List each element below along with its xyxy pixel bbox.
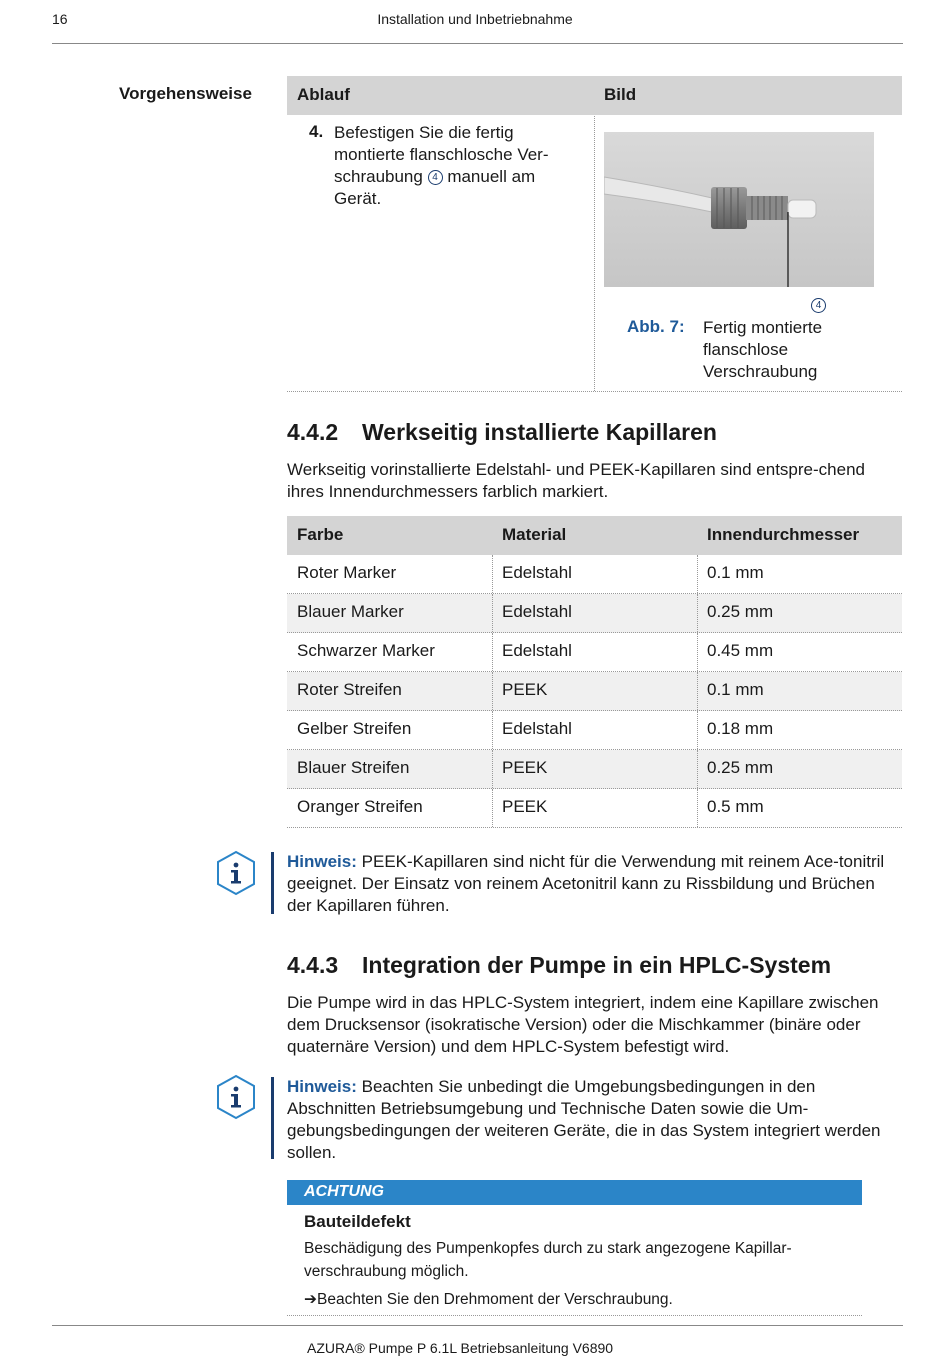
section-442-intro: Werkseitig vorinstallierte Edelstahl- und PEEK-Kapillaren sind entspre-chend ihres Innendurchmessers farblich markiert. — [287, 460, 865, 501]
figure-caption: Fertig montierte flanschlose Verschraubung — [703, 318, 823, 381]
column-header-innendurchmesser: Innendurchmesser — [707, 525, 860, 544]
column-divider — [492, 750, 493, 788]
cell-innendurchmesser: 0.5 mm — [707, 797, 764, 816]
note-2-label: Hinweis: — [287, 1077, 357, 1096]
table-row — [287, 789, 902, 828]
cell-material: Edelstahl — [502, 563, 572, 582]
info-hexagon-icon — [215, 1074, 257, 1120]
column-divider — [697, 672, 698, 710]
cell-farbe: Gelber Streifen — [297, 719, 412, 738]
callout-4-icon: 4 — [811, 298, 826, 313]
note-1-text: PEEK-Kapillaren sind nicht für die Verwendung mit reinem Ace-tonitril geeignet. Der Einsatz von reinem Acetonitril kann zu Rissbildung und Brüchen der Kapillaren führen. — [287, 852, 885, 915]
section-442-number: 4.4.2 — [287, 419, 339, 445]
table-row — [287, 633, 902, 672]
column-header-ablauf: Ablauf — [297, 85, 350, 104]
note-2 — [287, 1076, 902, 1164]
info-icon — [215, 1074, 257, 1125]
cell-innendurchmesser: 0.25 mm — [707, 758, 774, 777]
table-row — [287, 711, 902, 750]
table-row — [287, 555, 902, 594]
cell-farbe: Oranger Streifen — [297, 797, 423, 816]
note-2-text: Beachten Sie unbedingt die Umgebungsbedingungen in den Abschnitten Betriebsumgebung und Technische Daten sowie die Um-gebungsbedingungen der weiteren Geräte, die in das System integriert werden sollen. — [287, 1077, 881, 1162]
column-divider — [697, 555, 698, 593]
note-2-bar — [271, 1077, 274, 1159]
column-header-bild: Bild — [604, 85, 637, 104]
cell-innendurchmesser: 0.18 mm — [707, 719, 774, 738]
step-marker-icon: 4 — [428, 170, 443, 185]
column-divider — [492, 672, 493, 710]
table-row — [287, 594, 902, 633]
cell-innendurchmesser: 0.25 mm — [707, 602, 774, 621]
capillary-table-header — [287, 516, 902, 555]
column-divider — [697, 789, 698, 827]
arrow-right-icon: ➔ — [304, 1291, 317, 1308]
footer-rule — [52, 1325, 903, 1326]
running-title: Installation und Inbetriebnahme — [377, 11, 573, 27]
cell-innendurchmesser: 0.1 mm — [707, 680, 764, 699]
column-divider — [697, 633, 698, 671]
procedure-table-bottom — [287, 391, 902, 392]
info-icon — [215, 850, 257, 901]
header-rule — [52, 43, 903, 44]
figure-label: Abb. 7: — [627, 317, 685, 336]
caution-label: ACHTUNG — [304, 1183, 384, 1200]
step-text-after: manuell am Gerät. — [334, 167, 536, 208]
section-442-title: Werkseitig installierte Kapillaren — [362, 419, 717, 445]
footer-text: AZURA® Pumpe P 6.1L Betriebsanleitung V6890 — [307, 1340, 614, 1356]
step-text — [334, 122, 584, 210]
page-number: 16 — [52, 11, 68, 27]
cell-farbe: Blauer Marker — [297, 602, 404, 621]
section-443-intro: Die Pumpe wird in das HPLC-System integriert, indem eine Kapillare zwischen dem Drucksensor (isokratische Version) oder die Mischkammer (binäre oder quaternäre Version) und dem HPLC-System befestigt wird. — [287, 993, 879, 1056]
column-divider — [492, 594, 493, 632]
table-row — [287, 750, 902, 789]
column-divider — [697, 711, 698, 749]
column-divider — [492, 711, 493, 749]
fitting-photo — [604, 132, 874, 287]
step-text-before: Befestigen Sie die fertig montierte flanschlosche Ver-schraubung — [334, 123, 549, 186]
cell-innendurchmesser: 0.45 mm — [707, 641, 774, 660]
note-1 — [287, 851, 902, 917]
cell-farbe: Roter Marker — [297, 563, 397, 582]
fitting-photo-graphic — [604, 132, 874, 287]
procedure-table-header — [287, 76, 902, 115]
figure-callout-marker — [811, 297, 826, 315]
column-header-material: Material — [502, 525, 567, 544]
procedure-column-divider — [594, 116, 595, 391]
caution-bottom-rule — [287, 1315, 862, 1316]
note-1-bar — [271, 852, 274, 914]
column-divider — [697, 750, 698, 788]
cell-farbe: Schwarzer Marker — [297, 641, 435, 660]
column-divider — [697, 594, 698, 632]
cell-material: Edelstahl — [502, 641, 572, 660]
cell-material: Edelstahl — [502, 602, 572, 621]
column-divider — [492, 633, 493, 671]
column-divider — [492, 555, 493, 593]
cell-material: PEEK — [502, 797, 548, 816]
cell-innendurchmesser: 0.1 mm — [707, 563, 764, 582]
caution-action-text: Beachten Sie den Drehmoment der Verschraubung. — [317, 1291, 673, 1308]
caution-title: Bauteildefekt — [304, 1212, 411, 1231]
note-1-label: Hinweis: — [287, 852, 357, 871]
section-443-number: 4.4.3 — [287, 952, 339, 978]
caution-text: Beschädigung des Pumpenkopfes durch zu stark angezogene Kapillar-verschraubung möglich. — [304, 1240, 792, 1280]
table-row — [287, 672, 902, 711]
column-header-farbe: Farbe — [297, 525, 344, 544]
cell-material: Edelstahl — [502, 719, 572, 738]
cell-farbe: Blauer Streifen — [297, 758, 410, 777]
cell-farbe: Roter Streifen — [297, 680, 402, 699]
caution-action — [304, 1290, 673, 1309]
section-443-title: Integration der Pumpe in ein HPLC-System — [362, 952, 832, 978]
margin-label-procedure: Vorgehensweise — [119, 84, 252, 103]
cell-material: PEEK — [502, 680, 548, 699]
cell-material: PEEK — [502, 758, 548, 777]
step-number: 4. — [309, 122, 324, 141]
info-hexagon-icon — [215, 850, 257, 896]
column-divider — [492, 789, 493, 827]
